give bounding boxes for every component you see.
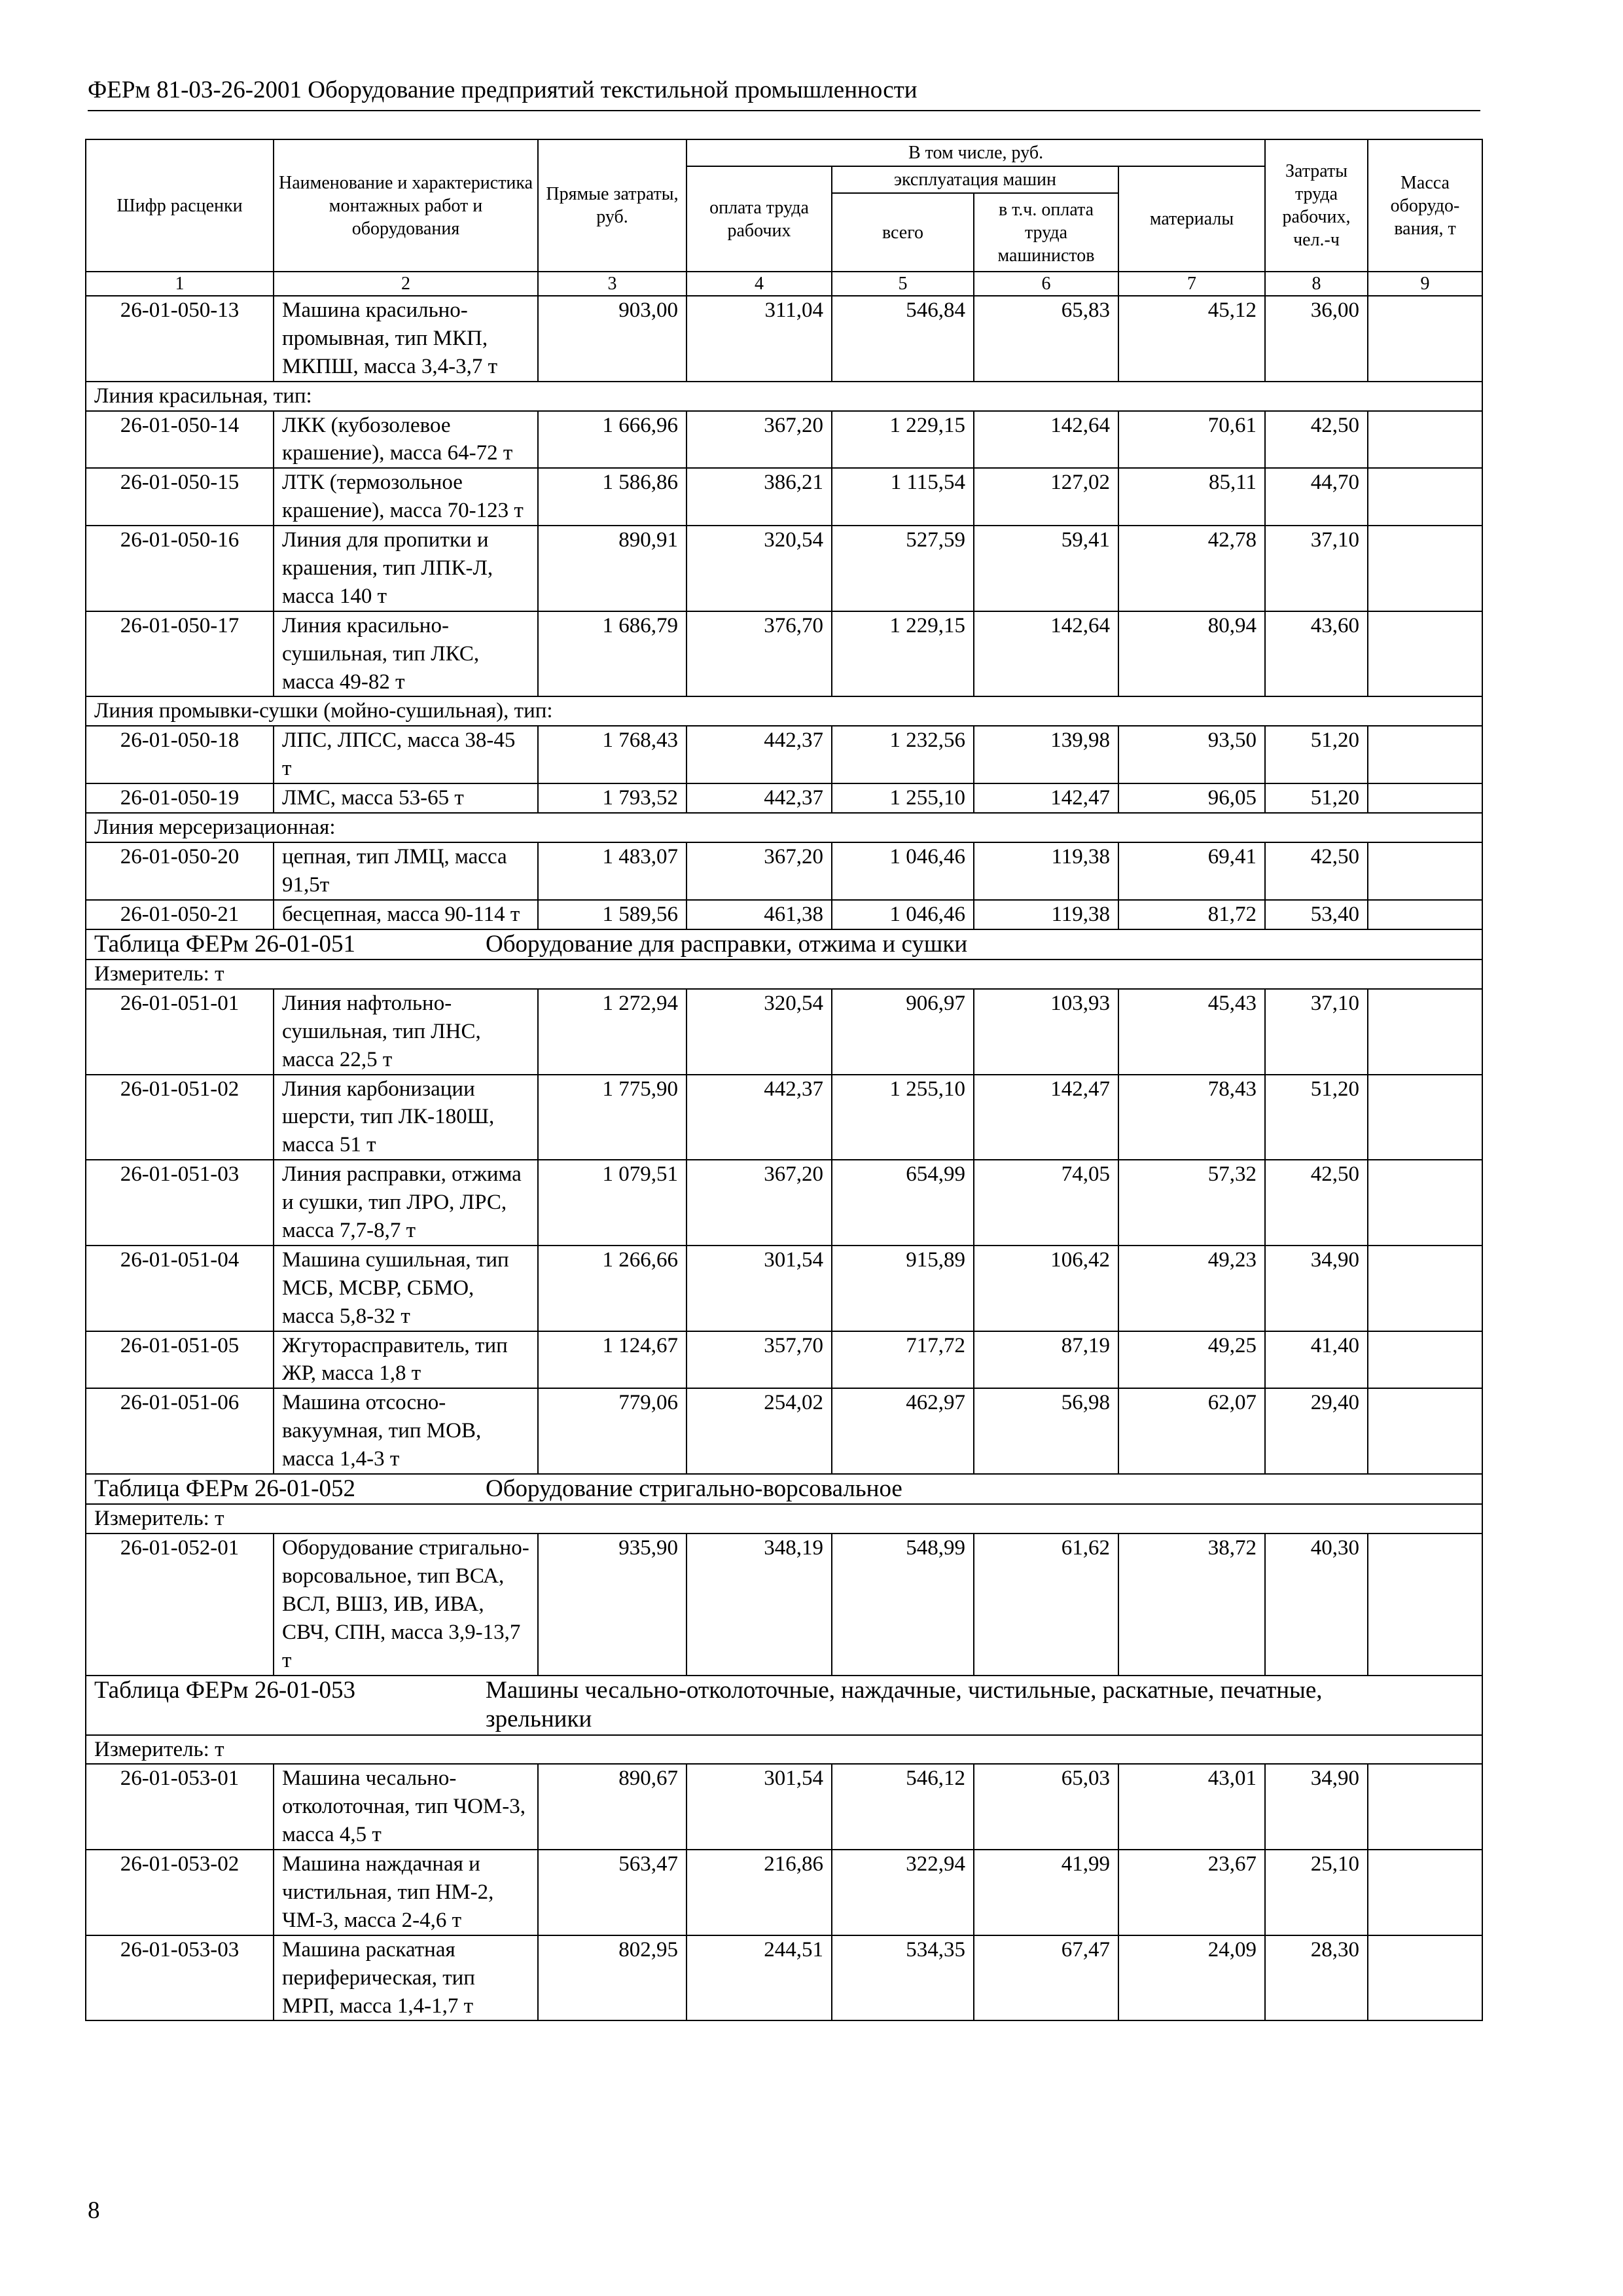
col-number: 3 — [538, 272, 687, 296]
direct-cost: 1 124,67 — [538, 1331, 687, 1389]
rate-code: 26-01-051-05 — [86, 1331, 274, 1389]
materials-cost: 23,67 — [1118, 1850, 1265, 1935]
table-title-row — [86, 1676, 1482, 1735]
equipment-mass — [1368, 1764, 1482, 1850]
col-header-direct: Прямые затраты, руб. — [538, 139, 687, 272]
col-header-machines: эксплуатация машин — [832, 166, 1118, 193]
col-number: 2 — [274, 272, 538, 296]
materials-cost: 93,50 — [1118, 726, 1265, 783]
rate-code: 26-01-053-02 — [86, 1850, 274, 1935]
col-number: 4 — [687, 272, 832, 296]
operators-pay: 65,83 — [974, 296, 1118, 382]
work-name: Машина раскатная периферическая, тип МРП, масса 1,4-1,7 т — [274, 1935, 538, 2021]
measure-row — [86, 1504, 1482, 1534]
operators-pay: 87,19 — [974, 1331, 1118, 1389]
col-number: 7 — [1118, 272, 1265, 296]
table-row — [86, 783, 1482, 813]
equipment-mass — [1368, 1935, 1482, 2021]
operators-pay: 142,64 — [974, 611, 1118, 697]
machines-cost: 717,72 — [832, 1331, 974, 1389]
machines-cost: 546,12 — [832, 1764, 974, 1850]
machines-cost: 1 232,56 — [832, 726, 974, 783]
labor-pay: 461,38 — [687, 900, 832, 929]
col-header-name: Наименование и характеристика монтажных работ и оборудования — [274, 139, 538, 272]
measure-row — [86, 1735, 1482, 1765]
labor-pay: 442,37 — [687, 1075, 832, 1160]
table-title-row — [86, 929, 1482, 960]
table-row — [86, 900, 1482, 929]
labor-pay: 348,19 — [687, 1534, 832, 1675]
work-name: ЛМС, масса 53-65 т — [274, 783, 538, 813]
equipment-mass — [1368, 989, 1482, 1075]
materials-cost: 49,25 — [1118, 1331, 1265, 1389]
direct-cost: 563,47 — [538, 1850, 687, 1935]
col-header-including: В том числе, руб. — [687, 139, 1265, 166]
equipment-mass — [1368, 783, 1482, 813]
col-header-equipment-mass: Масса оборудо-вания, т — [1368, 139, 1482, 272]
direct-cost: 1 686,79 — [538, 611, 687, 697]
direct-cost: 1 272,94 — [538, 989, 687, 1075]
col-number: 5 — [832, 272, 974, 296]
table-row — [86, 1534, 1482, 1675]
rates-table — [85, 139, 1483, 2021]
rate-code: 26-01-053-01 — [86, 1764, 274, 1850]
col-number: 1 — [86, 272, 274, 296]
labor-hours: 29,40 — [1265, 1388, 1368, 1474]
labor-pay: 367,20 — [687, 842, 832, 900]
work-name: ЛПС, ЛПСС, масса 38-45 т — [274, 726, 538, 783]
direct-cost: 1 483,07 — [538, 842, 687, 900]
subheading-row — [86, 382, 1482, 411]
machines-cost: 546,84 — [832, 296, 974, 382]
table-row — [86, 1935, 1482, 2021]
table-title — [86, 1474, 1482, 1504]
labor-hours: 37,10 — [1265, 526, 1368, 611]
table-row — [86, 296, 1482, 382]
measure-row — [86, 960, 1482, 989]
page-number: 8 — [88, 2197, 100, 2224]
table-title — [86, 929, 1482, 960]
labor-hours: 40,30 — [1265, 1534, 1368, 1675]
operators-pay: 139,98 — [974, 726, 1118, 783]
direct-cost: 1 666,96 — [538, 411, 687, 469]
materials-cost: 69,41 — [1118, 842, 1265, 900]
rate-code: 26-01-050-19 — [86, 783, 274, 813]
materials-cost: 45,12 — [1118, 296, 1265, 382]
direct-cost: 1 775,90 — [538, 1075, 687, 1160]
materials-cost: 81,72 — [1118, 900, 1265, 929]
col-header-materials: материалы — [1118, 166, 1265, 272]
materials-cost: 43,01 — [1118, 1764, 1265, 1850]
machines-cost: 322,94 — [832, 1850, 974, 1935]
work-name: Линия карбонизации шерсти, тип ЛК-180Ш, масса 51 т — [274, 1075, 538, 1160]
table-caption: Оборудование для расправки, отжима и сушки — [486, 930, 968, 958]
materials-cost: 57,32 — [1118, 1160, 1265, 1246]
machines-cost: 1 255,10 — [832, 1075, 974, 1160]
labor-pay: 216,86 — [687, 1850, 832, 1935]
measure-unit: Измеритель: т — [86, 1735, 1482, 1765]
operators-pay: 67,47 — [974, 1935, 1118, 2021]
machines-cost: 1 046,46 — [832, 900, 974, 929]
equipment-mass — [1368, 1388, 1482, 1474]
work-name: Машина наждачная и чистильная, тип НМ-2, ЧМ-3, масса 2-4,6 т — [274, 1850, 538, 1935]
operators-pay: 119,38 — [974, 900, 1118, 929]
work-name: Машина красильно-промывная, тип МКП, МКПШ, масса 3,4-3,7 т — [274, 296, 538, 382]
rate-code: 26-01-051-06 — [86, 1388, 274, 1474]
materials-cost: 70,61 — [1118, 411, 1265, 469]
direct-cost: 1 793,52 — [538, 783, 687, 813]
direct-cost: 802,95 — [538, 1935, 687, 2021]
equipment-mass — [1368, 1534, 1482, 1675]
rate-code: 26-01-051-02 — [86, 1075, 274, 1160]
table-row — [86, 1850, 1482, 1935]
labor-hours: 37,10 — [1265, 989, 1368, 1075]
rate-code: 26-01-050-16 — [86, 526, 274, 611]
labor-pay: 442,37 — [687, 783, 832, 813]
operators-pay: 142,47 — [974, 783, 1118, 813]
labor-pay: 311,04 — [687, 296, 832, 382]
direct-cost: 1 586,86 — [538, 468, 687, 526]
rate-code: 26-01-050-21 — [86, 900, 274, 929]
table-row — [86, 1160, 1482, 1246]
labor-hours: 44,70 — [1265, 468, 1368, 526]
direct-cost: 779,06 — [538, 1388, 687, 1474]
operators-pay: 127,02 — [974, 468, 1118, 526]
work-name: ЛКК (кубозолевое крашение), масса 64-72 т — [274, 411, 538, 469]
equipment-mass — [1368, 611, 1482, 697]
materials-cost: 85,11 — [1118, 468, 1265, 526]
labor-pay: 367,20 — [687, 1160, 832, 1246]
table-row — [86, 1075, 1482, 1160]
table-caption: Машины чесально-отколоточные, наждачные, чистильные, раскатные, печатные, зрельники — [486, 1676, 1323, 1733]
work-name: Машина сушильная, тип МСБ, МСВР, СБМО, масса 5,8-32 т — [274, 1246, 538, 1331]
machines-cost: 654,99 — [832, 1160, 974, 1246]
labor-hours: 51,20 — [1265, 726, 1368, 783]
direct-cost: 1 079,51 — [538, 1160, 687, 1246]
col-header-machines-labor: в т.ч. оплата труда машинистов — [974, 193, 1118, 272]
labor-hours: 25,10 — [1265, 1850, 1368, 1935]
direct-cost: 935,90 — [538, 1534, 687, 1675]
labor-hours: 51,20 — [1265, 1075, 1368, 1160]
labor-pay: 376,70 — [687, 611, 832, 697]
col-number: 8 — [1265, 272, 1368, 296]
machines-cost: 906,97 — [832, 989, 974, 1075]
labor-hours: 34,90 — [1265, 1764, 1368, 1850]
equipment-mass — [1368, 468, 1482, 526]
operators-pay: 142,64 — [974, 411, 1118, 469]
labor-pay: 386,21 — [687, 468, 832, 526]
work-name: цепная, тип ЛМЦ, масса 91,5т — [274, 842, 538, 900]
machines-cost: 1 255,10 — [832, 783, 974, 813]
row-subheading: Линия промывки-сушки (мойно-сушильная), тип: — [86, 696, 1482, 726]
subheading-row — [86, 696, 1482, 726]
labor-hours: 51,20 — [1265, 783, 1368, 813]
materials-cost: 45,43 — [1118, 989, 1265, 1075]
labor-hours: 42,50 — [1265, 411, 1368, 469]
machines-cost: 1 046,46 — [832, 842, 974, 900]
table-header — [86, 139, 1482, 296]
materials-cost: 24,09 — [1118, 1935, 1265, 2021]
col-header-code: Шифр расценки — [86, 139, 274, 272]
materials-cost: 80,94 — [1118, 611, 1265, 697]
direct-cost: 1 768,43 — [538, 726, 687, 783]
work-name: Линия красильно-сушильная, тип ЛКС, масса 49-82 т — [274, 611, 538, 697]
work-name: Оборудование стригально-ворсовальное, тип ВСА, ВСЛ, ВШЗ, ИВ, ИВА, СВЧ, СПН, масса 3,9-13,7 т — [274, 1534, 538, 1675]
page-header: ФЕРм 81-03-26-2001 Оборудование предприятий текстильной промышленности — [88, 76, 1480, 111]
machines-cost: 462,97 — [832, 1388, 974, 1474]
operators-pay: 59,41 — [974, 526, 1118, 611]
measure-unit: Измеритель: т — [86, 960, 1482, 989]
machines-cost: 548,99 — [832, 1534, 974, 1675]
materials-cost: 62,07 — [1118, 1388, 1265, 1474]
work-name: Машина отсосно-вакуумная, тип МОВ, масса 1,4-3 т — [274, 1388, 538, 1474]
labor-pay: 244,51 — [687, 1935, 832, 2021]
table-row — [86, 468, 1482, 526]
materials-cost: 49,23 — [1118, 1246, 1265, 1331]
direct-cost: 903,00 — [538, 296, 687, 382]
labor-pay: 320,54 — [687, 526, 832, 611]
rate-code: 26-01-050-15 — [86, 468, 274, 526]
table-caption: Оборудование стригально-ворсовальное — [486, 1475, 902, 1503]
table-row — [86, 1246, 1482, 1331]
equipment-mass — [1368, 411, 1482, 469]
table-title-row — [86, 1474, 1482, 1504]
col-number: 9 — [1368, 272, 1482, 296]
table-label: Таблица ФЕРм 26-01-052 — [94, 1475, 355, 1503]
labor-pay: 320,54 — [687, 989, 832, 1075]
equipment-mass — [1368, 1331, 1482, 1389]
measure-unit: Измеритель: т — [86, 1504, 1482, 1534]
equipment-mass — [1368, 842, 1482, 900]
equipment-mass — [1368, 726, 1482, 783]
rate-code: 26-01-051-03 — [86, 1160, 274, 1246]
rate-code: 26-01-051-04 — [86, 1246, 274, 1331]
operators-pay: 65,03 — [974, 1764, 1118, 1850]
equipment-mass — [1368, 1246, 1482, 1331]
operators-pay: 103,93 — [974, 989, 1118, 1075]
rate-code: 26-01-050-20 — [86, 842, 274, 900]
col-header-labor-pay: оплата труда рабочих — [687, 166, 832, 272]
work-name: ЛТК (термозольное крашение), масса 70-123 т — [274, 468, 538, 526]
materials-cost: 96,05 — [1118, 783, 1265, 813]
table-row — [86, 989, 1482, 1075]
machines-cost: 1 229,15 — [832, 411, 974, 469]
labor-hours: 41,40 — [1265, 1331, 1368, 1389]
equipment-mass — [1368, 1075, 1482, 1160]
labor-hours: 28,30 — [1265, 1935, 1368, 2021]
machines-cost: 1 229,15 — [832, 611, 974, 697]
materials-cost: 42,78 — [1118, 526, 1265, 611]
direct-cost: 890,91 — [538, 526, 687, 611]
equipment-mass — [1368, 526, 1482, 611]
labor-hours: 53,40 — [1265, 900, 1368, 929]
table-row — [86, 411, 1482, 469]
rate-code: 26-01-050-17 — [86, 611, 274, 697]
table-row — [86, 526, 1482, 611]
operators-pay: 119,38 — [974, 842, 1118, 900]
direct-cost: 1 266,66 — [538, 1246, 687, 1331]
work-name: Машина чесально-отколоточная, тип ЧОМ-3, масса 4,5 т — [274, 1764, 538, 1850]
materials-cost: 38,72 — [1118, 1534, 1265, 1675]
rate-code: 26-01-051-01 — [86, 989, 274, 1075]
labor-pay: 301,54 — [687, 1246, 832, 1331]
machines-cost: 527,59 — [832, 526, 974, 611]
work-name: Жгутораспрaвитель, тип ЖР, масса 1,8 т — [274, 1331, 538, 1389]
table-row — [86, 726, 1482, 783]
equipment-mass — [1368, 1160, 1482, 1246]
col-number: 6 — [974, 272, 1118, 296]
labor-hours: 34,90 — [1265, 1246, 1368, 1331]
operators-pay: 74,05 — [974, 1160, 1118, 1246]
equipment-mass — [1368, 1850, 1482, 1935]
table-label: Таблица ФЕРм 26-01-053 — [94, 1676, 355, 1704]
labor-hours: 43,60 — [1265, 611, 1368, 697]
labor-hours: 42,50 — [1265, 1160, 1368, 1246]
table-label: Таблица ФЕРм 26-01-051 — [94, 930, 355, 958]
labor-hours: 36,00 — [1265, 296, 1368, 382]
materials-cost: 78,43 — [1118, 1075, 1265, 1160]
operators-pay: 41,99 — [974, 1850, 1118, 1935]
row-subheading: Линия мерсеризационная: — [86, 813, 1482, 842]
col-header-labor-cost: Затраты труда рабочих, чел.-ч — [1265, 139, 1368, 272]
work-name: бесцепная, масса 90-114 т — [274, 900, 538, 929]
table-title — [86, 1676, 1482, 1735]
labor-pay: 254,02 — [687, 1388, 832, 1474]
table-row — [86, 1388, 1482, 1474]
labor-pay: 367,20 — [687, 411, 832, 469]
subheading-row — [86, 813, 1482, 842]
labor-pay: 357,70 — [687, 1331, 832, 1389]
labor-hours: 42,50 — [1265, 842, 1368, 900]
rate-code: 26-01-050-13 — [86, 296, 274, 382]
operators-pay: 142,47 — [974, 1075, 1118, 1160]
col-header-machines-total: всего — [832, 193, 974, 272]
operators-pay: 56,98 — [974, 1388, 1118, 1474]
work-name: Линия расправки, отжима и сушки, тип ЛРО, ЛРС, масса 7,7-8,7 т — [274, 1160, 538, 1246]
machines-cost: 915,89 — [832, 1246, 974, 1331]
work-name: Линия для пропитки и крашения, тип ЛПК-Л, масса 140 т — [274, 526, 538, 611]
labor-pay: 301,54 — [687, 1764, 832, 1850]
equipment-mass — [1368, 900, 1482, 929]
rate-code: 26-01-052-01 — [86, 1534, 274, 1675]
machines-cost: 534,35 — [832, 1935, 974, 2021]
direct-cost: 1 589,56 — [538, 900, 687, 929]
equipment-mass — [1368, 296, 1482, 382]
rate-code: 26-01-050-18 — [86, 726, 274, 783]
rate-code: 26-01-050-14 — [86, 411, 274, 469]
table-row — [86, 842, 1482, 900]
operators-pay: 61,62 — [974, 1534, 1118, 1675]
operators-pay: 106,42 — [974, 1246, 1118, 1331]
machines-cost: 1 115,54 — [832, 468, 974, 526]
table-row — [86, 1764, 1482, 1850]
table-row — [86, 1331, 1482, 1389]
rate-code: 26-01-053-03 — [86, 1935, 274, 2021]
table-row — [86, 611, 1482, 697]
direct-cost: 890,67 — [538, 1764, 687, 1850]
row-subheading: Линия красильная, тип: — [86, 382, 1482, 411]
labor-pay: 442,37 — [687, 726, 832, 783]
work-name: Линия нафтольно-сушильная, тип ЛНС, масса 22,5 т — [274, 989, 538, 1075]
